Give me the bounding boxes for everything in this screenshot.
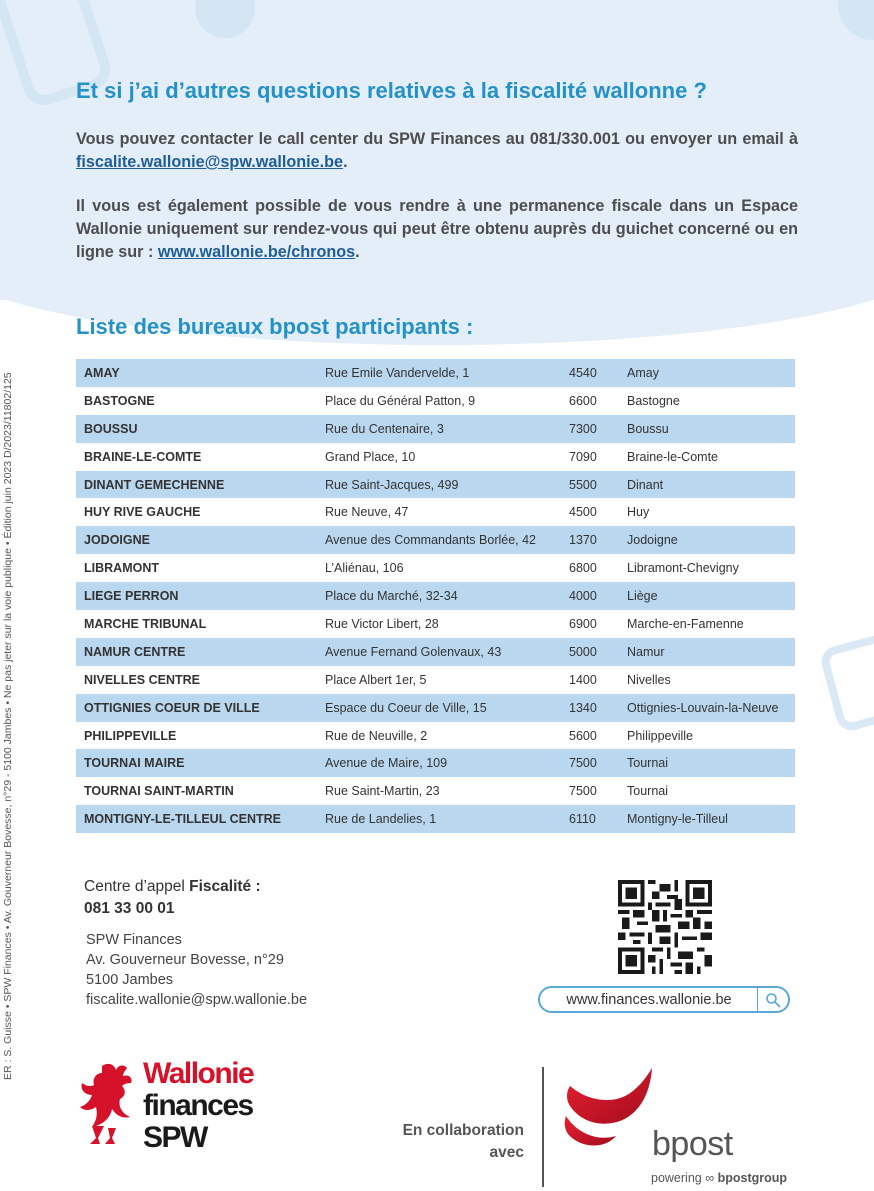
office-city: Tournai: [619, 749, 795, 777]
table-row: [76, 359, 795, 387]
faq-paragraph-contact: [76, 128, 798, 174]
address-city: 5100 Jambes: [86, 972, 174, 988]
table-row: [76, 694, 795, 722]
table-row: [76, 443, 795, 471]
office-city: Tournai: [627, 784, 668, 799]
call-center-label: Centre d’appel: [84, 878, 190, 895]
office-name: JODOIGNE: [76, 526, 317, 554]
table-row: [76, 805, 795, 833]
email-link[interactable]: fiscalite.wallonie@spw.wallonie.be: [76, 153, 344, 171]
office-postcode: 6900: [569, 616, 597, 631]
office-city: Namur: [619, 638, 795, 666]
office-street: Rue Emile Vandervelde, 1: [317, 359, 561, 387]
logo-divider: [542, 1067, 544, 1187]
office-name: OTTIGNIES COEUR DE VILLE: [76, 694, 317, 722]
decor-shape: [818, 632, 874, 733]
office-postcode: 4540: [561, 359, 619, 387]
office-name: DINANT GEMECHENNE: [76, 471, 317, 499]
faq-paragraph-permanence: [76, 195, 798, 264]
faq-p1-text: Vous pouvez contacter le call center du SPW Finances au 081/330.001 ou envoyer un email à: [76, 130, 798, 148]
office-city: Braine-le-Comte: [627, 449, 719, 464]
office-postcode: 7300: [561, 415, 619, 443]
office-name: NIVELLES CENTRE: [84, 672, 200, 687]
legal-side-note: ER : S. Guisse • SPW Finances • Av. Gouverneur Bovesse, n°29 - 5100 Jambes • Ne pas jeter sur la voie publique • Édition juin 2023 D/2023/11802/125: [2, 372, 14, 1080]
office-city: Libramont-Chevigny: [627, 561, 739, 576]
office-street: Rue de Landelies, 1: [317, 805, 561, 833]
logo-wallonie: Wallonie: [143, 1057, 254, 1090]
faq-p2-text: Il vous est également possible de vous rendre à une permanence fiscale dans un Espace Wallonie uniquement sur rendez-vous qui peut être obtenu auprès du guichet concerné ou en ligne sur :: [76, 197, 798, 261]
office-postcode: 6600: [569, 393, 597, 408]
table-row: [76, 666, 795, 694]
office-name: MONTIGNY-LE-TILLEUL CENTRE: [76, 805, 317, 833]
table-row: [76, 777, 795, 805]
office-name: HUY RIVE GAUCHE: [84, 505, 201, 520]
office-postcode: 6800: [569, 561, 597, 576]
table-row: [76, 749, 795, 777]
bpost-horn-icon: [560, 1066, 660, 1156]
table-row: [76, 722, 795, 750]
office-street: Rue Victor Libert, 28: [325, 616, 439, 631]
office-name: MARCHE TRIBUNAL: [84, 616, 207, 631]
collab-line1: En collaboration: [402, 1122, 524, 1139]
office-city: Marche-en-Famenne: [627, 616, 744, 631]
office-name: PHILIPPEVILLE: [84, 728, 177, 743]
bpost-tag-pre: powering: [651, 1171, 706, 1185]
bpost-wordmark: bpost: [652, 1125, 733, 1163]
office-street: Avenue Fernand Golenvaux, 43: [317, 638, 561, 666]
office-street: Rue Saint-Martin, 23: [325, 784, 440, 799]
address-email: fiscalite.wallonie@spw.wallonie.be: [86, 992, 308, 1008]
table-row: [76, 638, 795, 666]
office-postcode: 7090: [569, 449, 597, 464]
logo-finances: finances: [143, 1089, 253, 1122]
website-search-box[interactable]: [538, 986, 790, 1013]
office-postcode: 1370: [561, 526, 619, 554]
table-row: [76, 526, 795, 554]
office-street: Place Albert 1er, 5: [325, 672, 427, 687]
search-icon[interactable]: [757, 988, 788, 1011]
wallonie-finances-logo: [143, 1058, 253, 1154]
office-postcode: 4500: [569, 505, 597, 520]
office-city: Huy: [627, 505, 650, 520]
table-row: [76, 415, 795, 443]
office-street: Espace du Coeur de Ville, 15: [317, 694, 561, 722]
office-postcode: 4000: [561, 582, 619, 610]
office-street: Grand Place, 10: [325, 449, 416, 464]
offices-title: Liste des bureaux bpost participants :: [76, 314, 474, 339]
office-postcode: 1340: [561, 694, 619, 722]
collab-line2: avec: [489, 1144, 524, 1161]
website-url[interactable]: www.finances.wallonie.be: [566, 991, 732, 1008]
faq-p1-end: .: [343, 153, 348, 171]
offices-table: [76, 359, 795, 833]
office-street: Rue de Neuville, 2: [325, 728, 428, 743]
table-row: [76, 387, 795, 415]
office-street: Rue Saint-Jacques, 499: [317, 471, 561, 499]
postal-address: [86, 930, 307, 1010]
office-city: Ottignies-Louvain-la-Neuve: [619, 694, 795, 722]
office-name: AMAY: [76, 359, 317, 387]
call-center: [84, 876, 261, 920]
address-street: Av. Gouverneur Bovesse, n°29: [86, 952, 284, 968]
office-city: Jodoigne: [619, 526, 795, 554]
office-city: Bastogne: [627, 393, 680, 408]
table-row: [76, 554, 795, 582]
office-name: LIEGE PERRON: [76, 582, 317, 610]
office-street: Avenue des Commandants Borlée, 42: [317, 526, 561, 554]
faq-title: Et si j’ai d’autres questions relatives à la fiscalité wallonne ?: [76, 78, 707, 103]
table-row: [76, 498, 795, 526]
office-street: Place du Général Patton, 9: [325, 393, 476, 408]
office-street: Avenue de Maire, 109: [317, 749, 561, 777]
bpost-tag-post: bpostgroup: [714, 1171, 788, 1185]
table-row: [76, 471, 795, 499]
office-postcode: 1400: [569, 672, 597, 687]
table-row: [76, 610, 795, 638]
office-city: Dinant: [619, 471, 795, 499]
bpost-tagline: [651, 1171, 787, 1185]
office-street: Rue du Centenaire, 3: [317, 415, 561, 443]
call-center-phone: 081 33 00 01: [84, 900, 175, 917]
qr-code[interactable]: [618, 880, 712, 974]
office-postcode: 5600: [569, 728, 597, 743]
office-name: NAMUR CENTRE: [76, 638, 317, 666]
call-center-label-bold: Fiscalité :: [189, 878, 261, 895]
office-name: LIBRAMONT: [84, 561, 159, 576]
chronos-link[interactable]: www.wallonie.be/chronos: [157, 243, 356, 261]
faq-p2-end: .: [355, 243, 360, 261]
office-name: BRAINE-LE-COMTE: [84, 449, 202, 464]
office-postcode: 6110: [561, 805, 619, 833]
office-postcode: 7500: [569, 784, 597, 799]
office-street: Rue Neuve, 47: [325, 505, 409, 520]
logo-spw: SPW: [143, 1121, 207, 1154]
office-postcode: 5000: [561, 638, 619, 666]
collaboration-note: [370, 1120, 524, 1164]
office-name: BOUSSU: [76, 415, 317, 443]
office-name: TOURNAI MAIRE: [76, 749, 317, 777]
office-street: L’Aliénau, 106: [325, 561, 404, 576]
office-city: Liège: [619, 582, 795, 610]
link-chain-icon: ∞: [705, 1171, 715, 1185]
office-city: Amay: [619, 359, 795, 387]
office-city: Philippeville: [627, 728, 694, 743]
office-city: Nivelles: [627, 672, 671, 687]
address-org: SPW Finances: [86, 932, 182, 948]
table-row: [76, 582, 795, 610]
office-postcode: 7500: [561, 749, 619, 777]
office-name: BASTOGNE: [84, 393, 155, 408]
office-name: TOURNAI SAINT-MARTIN: [84, 784, 234, 799]
office-city: Montigny-le-Tilleul: [619, 805, 795, 833]
office-city: Boussu: [619, 415, 795, 443]
office-street: Place du Marché, 32-34: [317, 582, 561, 610]
office-postcode: 5500: [561, 471, 619, 499]
